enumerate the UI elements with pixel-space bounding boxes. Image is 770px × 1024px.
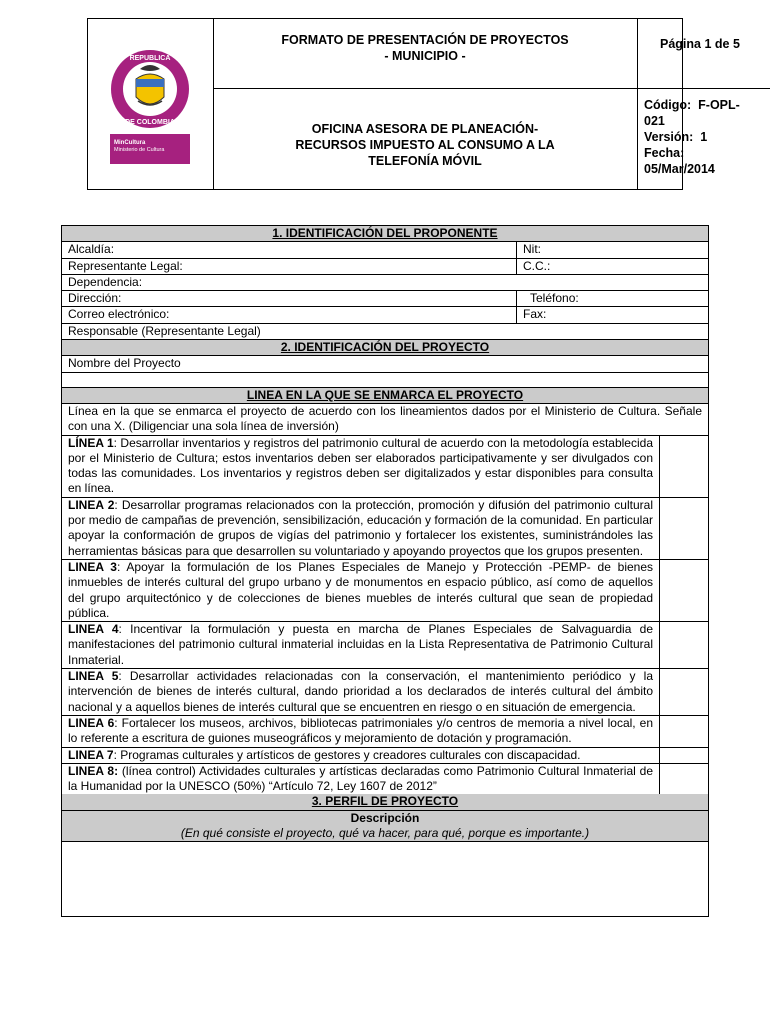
document-meta: [638, 89, 770, 189]
linea-row: [62, 560, 708, 622]
linea-row: [62, 436, 708, 498]
mincultura-logo: [110, 134, 190, 164]
colombia-seal-icon: [110, 49, 190, 129]
linea-checkbox[interactable]: [660, 436, 708, 497]
dependencia-field[interactable]: Dependencia:: [62, 275, 708, 291]
linea-row: [62, 622, 708, 669]
linea-description: : Fortalecer los museos, archivos, bibliotecas patrimoniales y/o centros de memoria a nivel local, en lo referente a escritura de guiones museográficos y mejoramiento de dotación y programación.: [68, 715, 653, 746]
form-title-line2: - MUNICIPIO -: [384, 49, 466, 63]
section2-title: 2. IDENTIFICACIÓN DEL PROYECTO: [62, 340, 708, 356]
lineas-list: [62, 436, 708, 795]
linea-label: LINEA 2: [68, 497, 115, 512]
section3-title: 3. PERFIL DE PROYECTO: [62, 794, 708, 810]
linea-text: [62, 436, 660, 497]
project-form: [61, 225, 709, 917]
linea-row: [62, 716, 708, 748]
linea-text: [62, 748, 660, 763]
linea-text: [62, 622, 660, 668]
fecha-label: Fecha:: [644, 146, 685, 160]
linea-label: LINEA 8:: [68, 763, 119, 778]
linea-checkbox[interactable]: [660, 716, 708, 747]
linea-row: [62, 764, 708, 795]
linea-checkbox[interactable]: [660, 764, 708, 795]
rep-legal-field[interactable]: Representante Legal:: [62, 259, 517, 274]
section1-title: 1. IDENTIFICACIÓN DEL PROPONENTE: [62, 226, 708, 242]
linea-description: : Incentivar la formulación y puesta en marcha de Planes Especiales de Salvaguardia de manifestaciones del patrimonio cultural inmaterial incluidas en la Lista Representativa de Patrimonio Cultural Inmaterial.: [68, 622, 654, 667]
linea-row: [62, 669, 708, 716]
office-line2: RECURSOS IMPUESTO AL CONSUMO A LA: [295, 138, 555, 152]
descripcion-header: [62, 811, 708, 843]
row-rep-legal: [62, 259, 708, 275]
linea-description: (línea control) Actividades culturales y artísticas declaradas como Patrimonio Cultural Inmaterial de la Humanidad por la UNESCO (50%) “Artículo 72, Ley 1607 de 2012”: [68, 763, 653, 794]
seal-bottom-text: DE COLOMBIA: [125, 119, 175, 126]
row-correo: [62, 307, 708, 323]
direccion-field[interactable]: Dirección:: [62, 291, 517, 306]
alcaldia-field[interactable]: Alcaldía:: [62, 242, 517, 257]
descripcion-title: Descripción: [350, 810, 420, 825]
logo-cell: [88, 19, 214, 189]
linea-label: LINEA 7: [68, 747, 114, 762]
linea-label: LINEA 4: [68, 622, 119, 637]
office-line3: TELEFONÍA MÓVIL: [368, 154, 482, 168]
page-number: Página 1 de 5: [638, 19, 770, 89]
descripcion-subtitle: (En qué consiste el proyecto, qué va hacer, para qué, porque es importante.): [180, 825, 590, 840]
form-title-line1: FORMATO DE PRESENTACIÓN DE PROYECTOS: [281, 33, 569, 47]
descripcion-input[interactable]: [62, 842, 708, 916]
linea-description: : Programas culturales y artísticos de gestores y creadores culturales con discapacidad.: [113, 747, 581, 762]
seal-top-text: REPUBLICA: [129, 55, 171, 62]
linea-row: [62, 498, 708, 560]
telefono-field[interactable]: Teléfono:: [530, 291, 579, 306]
linea-text: [62, 498, 660, 559]
linea-checkbox[interactable]: [660, 622, 708, 668]
linea-text: [62, 716, 660, 747]
office-title: [213, 89, 638, 189]
linea-checkbox[interactable]: [660, 748, 708, 763]
linea-text: [62, 560, 660, 621]
nit-field[interactable]: Nit:: [523, 242, 541, 257]
linea-description: : Desarrollar programas relacionados con la protección, promoción y difusión del patrimonio cultural por medio de campañas de prevención, sensibilización, educación y formación de la comunidad. En particular apoyar la conformación de grupos de vigías del patrimonio y fortalecer los existentes, suministrándoles las herramientas básicas para que desarrollen su voluntariado y apoyando proyectos que los grupos presenten.: [68, 497, 653, 558]
cc-field[interactable]: C.C.:: [523, 258, 551, 273]
row-direccion: [62, 291, 708, 307]
linea-text: [62, 764, 660, 795]
office-line1: OFICINA ASESORA DE PLANEACIÓN-: [311, 122, 539, 136]
fax-field[interactable]: Fax:: [523, 307, 547, 322]
linea-text: [62, 669, 660, 715]
linea-checkbox[interactable]: [660, 560, 708, 621]
linea-label: LINEA 3: [68, 559, 117, 574]
correo-field[interactable]: Correo electrónico:: [62, 307, 517, 322]
document-header: [87, 18, 740, 190]
codigo-line2: 021: [644, 114, 665, 128]
linea-intro: Línea en la que se enmarca el proyecto de acuerdo con los lineamientos dados por el Ministerio de Cultura. Señale con una X. (Diligenciar una sola línea de inversión): [62, 404, 708, 436]
responsable-field[interactable]: Responsable (Representante Legal): [62, 324, 708, 340]
version: Versión: 1: [644, 130, 708, 144]
linea-label: LINEA 6: [68, 715, 115, 730]
row-alcaldia: [62, 242, 708, 258]
nombre-proyecto-label: Nombre del Proyecto: [62, 356, 708, 372]
form-title: [213, 19, 638, 89]
linea-description: : Apoyar la formulación de los Planes Especiales de Manejo y Protección -PEMP- de bienes inmuebles de interés cultural del grupo urbano y de monumentos en espacio público, así como de aquellos del grupo arquitectónico y de colecciones de bienes muebles de interés cultural que sean de propiedad pública.: [68, 559, 654, 620]
linea-description: : Desarrollar actividades relacionadas con la conservación, el mantenimiento periódico y la intervención de bienes de interés cultural, dando prioridad a los declarados de interés cultural del ámbito nacional y a aquellos bienes de interés cultural que se encuentren en riesgo o en situación de emergencia.: [68, 669, 653, 714]
mincultura-sub: Ministerio de Cultura: [114, 147, 165, 153]
codigo-line1: Código: F-OPL-: [644, 98, 740, 112]
linea-label: LÍNEA 1: [68, 435, 114, 450]
linea-title: LINEA EN LA QUE SE ENMARCA EL PROYECTO: [62, 388, 708, 404]
linea-row: [62, 748, 708, 764]
fecha-value: 05/Mar/2014: [644, 162, 715, 176]
linea-checkbox[interactable]: [660, 498, 708, 559]
nombre-proyecto-input[interactable]: [62, 373, 708, 388]
mincultura-name: MinCultura: [114, 140, 146, 146]
linea-description: : Desarrollar inventarios y registros del patrimonio cultural de acuerdo con la metodología establecida por el Ministerio de Cultura; estos inventarios deben ser elaborados participativamente y ser divulgados con todas las comunidades. Los inventarios y registros deben ser digitalizados y estar disponibles para consulta en línea.: [68, 435, 653, 496]
linea-checkbox[interactable]: [660, 669, 708, 715]
linea-label: LINEA 5: [68, 669, 119, 684]
